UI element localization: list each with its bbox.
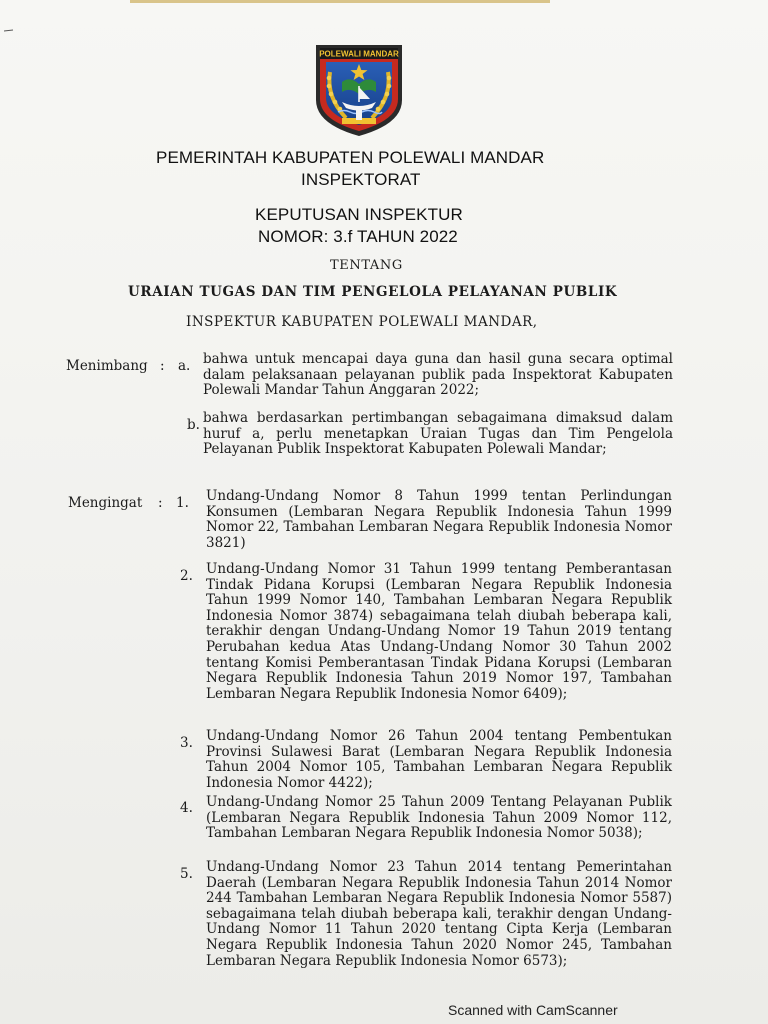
mengingat-marker-5: 5. bbox=[180, 866, 193, 882]
mengingat-item-3: Undang-Undang Nomor 26 Tahun 2004 tentang Pembentukan Provinsi Sulawesi Barat (Lembaran Negara Republik Indonesia Tahun 2004 Nomor 105, Tambahan Lembaran Negara Republik Indonesia Nomor 4422); bbox=[206, 728, 672, 791]
mengingat-item-5: Undang-Undang Nomor 23 Tahun 2014 tentang Pemerintahan Daerah (Lembaran Negara Republik Indonesia Tahun 2014 Nomor 244 Tambahan Lembaran Negara Republik Indonesia Nomor 5587) sebagaimana telah diubah beberapa kali, terakhir dengan Undang-Undang Nomor 11 Tahun 2020 tentang Cipta Kerja (Lembaran Negara Republik Indonesia Tahun 2020 Nomor 245, Tambahan Lembaran Negara Republik Indonesia Nomor 6573); bbox=[206, 859, 672, 969]
scan-edge-line bbox=[130, 0, 550, 3]
decree-subject: URAIAN TUGAS DAN TIM PENGELOLA PELAYANAN PUBLIK bbox=[128, 284, 618, 300]
issuer-line: INSPEKTUR KABUPATEN POLEWALI MANDAR, bbox=[186, 314, 538, 330]
scanner-watermark: Scanned with CamScanner bbox=[448, 1002, 618, 1018]
regency-emblem-icon bbox=[312, 42, 406, 138]
decree-number: NOMOR: 3.f TAHUN 2022 bbox=[258, 227, 458, 246]
menimbang-item-a: bahwa untuk mencapai daya guna dan hasil guna secara optimal dalam pelaksanaan pelayanan publik pada Inspektorat Kabupaten Polewali Mandar Tahun Anggaran 2022; bbox=[203, 351, 673, 399]
menimbang-label: Menimbang bbox=[66, 358, 148, 374]
mengingat-item-1: Undang-Undang Nomor 8 Tahun 1999 tentan Perlindungan Konsumen (Lembaran Negara Republik Indonesia Tahun 1999 Nomor 22, Tambahan Lembaran Negara Republik Indonesia Nomor 3821) bbox=[206, 488, 672, 551]
mengingat-item-2: Undang-Undang Nomor 31 Tahun 1999 tentang Pemberantasan Tindak Pidana Korupsi (Lembaran Negara Republik Indonesia Tahun 1999 Nomor 140, Tambahan Lembaran Negara Republik Indonesia Nomor 3874) sebagaimana telah diubah beberapa kali, terakhir dengan Undang-Undang Nomor 19 Tahun 2019 tentang Perubahan kedua Atas Undang-Undang Nomor 30 Tahun 2002 tentang Komisi Pemberantasan Tindak Pidana Korupsi (Lembaran Negara Republik Indonesia Tahun 2019 Nomor 197, Tambahan Lembaran Negara Republik Indonesia Nomor 6409); bbox=[206, 561, 672, 702]
menimbang-marker-b: b. bbox=[187, 417, 200, 433]
mengingat-label: Mengingat bbox=[68, 495, 143, 511]
agency-name: INSPEKTORAT bbox=[301, 170, 421, 189]
emblem-banner-text: POLEWALI MANDAR bbox=[319, 49, 399, 59]
scan-mark-icon bbox=[4, 28, 14, 34]
government-name: PEMERINTAH KABUPATEN POLEWALI MANDAR bbox=[156, 148, 545, 167]
mengingat-item-4: Undang-Undang Nomor 25 Tahun 2009 Tentang Pelayanan Publik (Lembaran Negara Republik Indonesia Tahun 2009 Nomor 112, Tambahan Lembaran Negara Republik Indonesia Nomor 5038); bbox=[206, 794, 672, 842]
tentang-heading: TENTANG bbox=[330, 258, 403, 273]
decree-title: KEPUTUSAN INSPEKTUR bbox=[255, 205, 463, 224]
mengingat-marker-4: 4. bbox=[180, 800, 193, 816]
mengingat-marker-1: 1. bbox=[176, 495, 189, 511]
mengingat-marker-2: 2. bbox=[180, 568, 193, 584]
menimbang-marker-a: a. bbox=[178, 358, 191, 374]
menimbang-colon: : bbox=[160, 358, 165, 374]
mengingat-marker-3: 3. bbox=[180, 735, 193, 751]
mengingat-colon: : bbox=[158, 495, 163, 511]
menimbang-item-b: bahwa berdasarkan pertimbangan sebagaimana dimaksud dalam huruf a, perlu menetapkan Uraian Tugas dan Tim Pengelola Pelayanan Publik Inspektorat Kabupaten Polewali Mandar; bbox=[203, 410, 673, 458]
